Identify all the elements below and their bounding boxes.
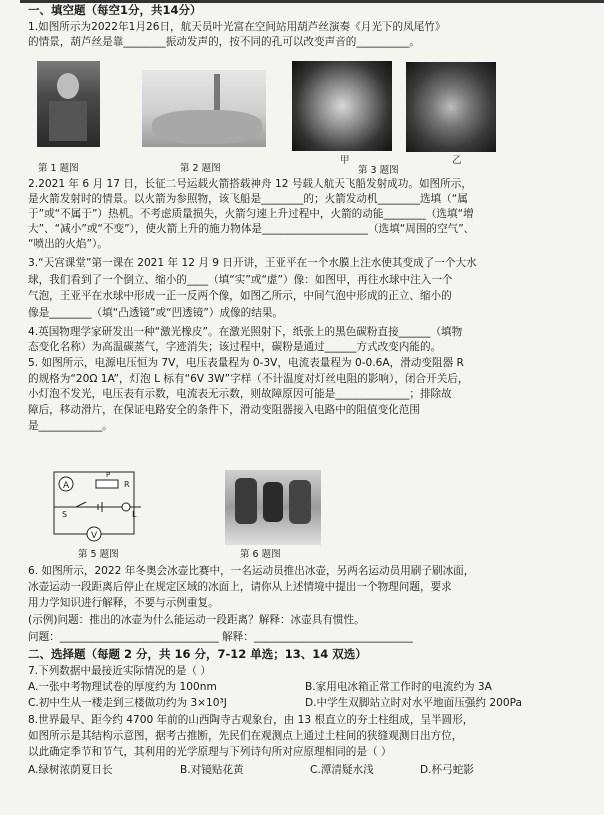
circuit-r-label: R — [124, 480, 130, 489]
q2-photo-rocket-launch — [142, 70, 266, 147]
q3-photo-jia-water-ball — [292, 61, 392, 151]
circuit-voltmeter-label: V — [91, 531, 98, 541]
q1-line-2: 的情景，葫芦丝是靠________振动发声的，按不同的孔可以改变声音的__________。 — [28, 36, 420, 48]
q6-line-2: 冰壶运动一段距离后停止在规定区域的冰面上，请你从上述情境中提出一个物理问题，要求 — [28, 581, 452, 593]
q5-line-5: 是____________。 — [28, 420, 113, 432]
q8-line-2: 如图所示是其结构示意图，据考古推断，先民们在观测点上通过土柱间的狭缝观测日出方位， — [28, 730, 463, 742]
q8-option-a: A.绿树浓荫夏日长 — [28, 764, 113, 776]
q3-photo-yi-water-ball — [406, 62, 496, 152]
top-edge — [20, 0, 604, 3]
q4-line-2: 态变化名称）为高温碳蒸气，字迹消失；该过程中，碳粉是通过______方式改变内能的。 — [28, 341, 442, 353]
q2-line-2: 是火箭发射时的情景。以火箭为参照物，该飞船是________的；火箭发动机________选填（“属 — [28, 193, 468, 205]
caption-fig3: 第 3 题图 — [358, 165, 399, 176]
caption-fig5: 第 5 题图 — [78, 549, 119, 560]
circuit-ammeter-label: A — [63, 481, 70, 491]
q6-answer-line: 问题：______________________________ 解释：______________________________ — [28, 631, 413, 643]
circuit-l-label: L — [132, 510, 137, 519]
caption-yi: 乙 — [452, 155, 462, 166]
q5-line-2: 的规格为“20Ω 1A”，灯泡 L 标有“6V 3W”字样（不计温度对灯丝电阻的影响），闭合开关后， — [28, 373, 469, 385]
q3-line-1: 3.“天宫课堂”第一课在 2021 年 12 月 9 日开讲，王亚平在一个水膜上注水使其变成了一个大水 — [28, 257, 477, 269]
q5-circuit-diagram — [46, 462, 146, 542]
q7-option-b: B.家用电冰箱正常工作时的电流约为 3A — [305, 681, 492, 693]
caption-fig1: 第 1 题图 — [38, 163, 79, 174]
caption-fig2: 第 2 题图 — [180, 163, 221, 174]
q1-photo-astronaut — [37, 61, 100, 147]
q3-line-2: 球，我们看到了一个倒立、缩小的____（填“实”或“虚”）像：如图甲，再往水球中注入一个 — [28, 274, 453, 286]
caption-fig6: 第 6 题图 — [240, 549, 281, 560]
q4-line-1: 4.英国物理学家研发出一种“激光橡皮”。在激光照射下，纸张上的黑色碳粉直接______（填物 — [28, 326, 463, 338]
q3-line-4: 像是________（填“凸透镜”或“凹透镜”）成像的结果。 — [28, 307, 284, 319]
q2-line-1: 2.2021 年 6 月 17 日，长征二号运载火箭搭载神舟 12 号载人航天飞船发射成功。如图所示， — [28, 178, 472, 190]
section-1-header: 一、填空题（每空1分，共14分） — [28, 4, 202, 17]
q2-line-5: “喷出的火焰”）。 — [28, 238, 108, 250]
q1-line-1: 1.如图所示为2022年1月26日，航天员叶光富在空间站用葫芦丝演奏《月光下的凤尾竹》 — [28, 21, 446, 33]
q6-line-3: 用力学知识进行解释，不要与示例重复。 — [28, 597, 219, 609]
q8-line-3: 以此确定季节和节气，其利用的光学原理与下列诗句所对应原理相同的是（ ） — [28, 746, 392, 758]
q2-line-3: 于”或“不属于”）热机。不考虑质量损失，火箭匀速上升过程中，火箭的动能________（选填“增 — [28, 208, 474, 220]
q3-line-3: 气泡，王亚平在水球中形成一正一反两个像，如图乙所示，中间气泡中形成的正立、缩小的 — [28, 290, 452, 302]
q6-example: (示例)问题：推出的冰壶为什么能运动一段距离？解释：冰壶具有惯性。 — [28, 614, 365, 626]
q8-option-b: B.对镜贴花黄 — [180, 764, 244, 776]
q2-line-4: 大”、“减小”或“不变”），使火箭上升的施力物体是____________________（选填“周围的空气”、 — [28, 223, 475, 235]
section-2-header: 二、选择题（每题 2 分，共 16 分，7-12 单选；13、14 双选） — [28, 648, 367, 661]
q8-line-1: 8.世界最早、距今约 4700 年前的山西陶寺古观象台，由 13 根直立的夯土柱组成，呈半圆形， — [28, 714, 474, 726]
q7-option-c: C.初中生从一楼走到三楼做功约为 3×10³J — [28, 697, 227, 709]
circuit-s-label: S — [62, 510, 68, 519]
q6-line-1: 6. 如图所示，2022 年冬奥会冰壶比赛中，一名运动员推出冰壶，另两名运动员用刷子刷冰面， — [28, 565, 475, 577]
q8-option-d: D.杯弓蛇影 — [420, 764, 474, 776]
q8-option-c: C.潭清疑水浅 — [310, 764, 374, 776]
q7-option-d: D.中学生双脚站立时对水平地面压强约 200Pa — [305, 697, 523, 709]
q7-option-a: A.一张中考物理试卷的厚度约为 100nm — [28, 681, 217, 693]
caption-jia: 甲 — [340, 155, 350, 166]
q5-line-4: 障后，移动滑片，在保证电路安全的条件下，滑动变阻器接入电路中的阻值变化范围 — [28, 404, 420, 416]
q5-line-1: 5. 如图所示，电源电压恒为 7V，电压表量程为 0-3V，电流表量程为 0-0.6A，滑动变阻器 R — [28, 357, 464, 369]
q6-photo-curling — [225, 470, 321, 545]
q5-line-3: 小灯泡不发光，电压表有示数，电流表无示数，则故障原因可能是______________；排除故 — [28, 388, 452, 400]
circuit-p-label: P — [106, 471, 111, 479]
q7-stem: 7.下列数据中最接近实际情况的是（ ） — [28, 665, 211, 677]
